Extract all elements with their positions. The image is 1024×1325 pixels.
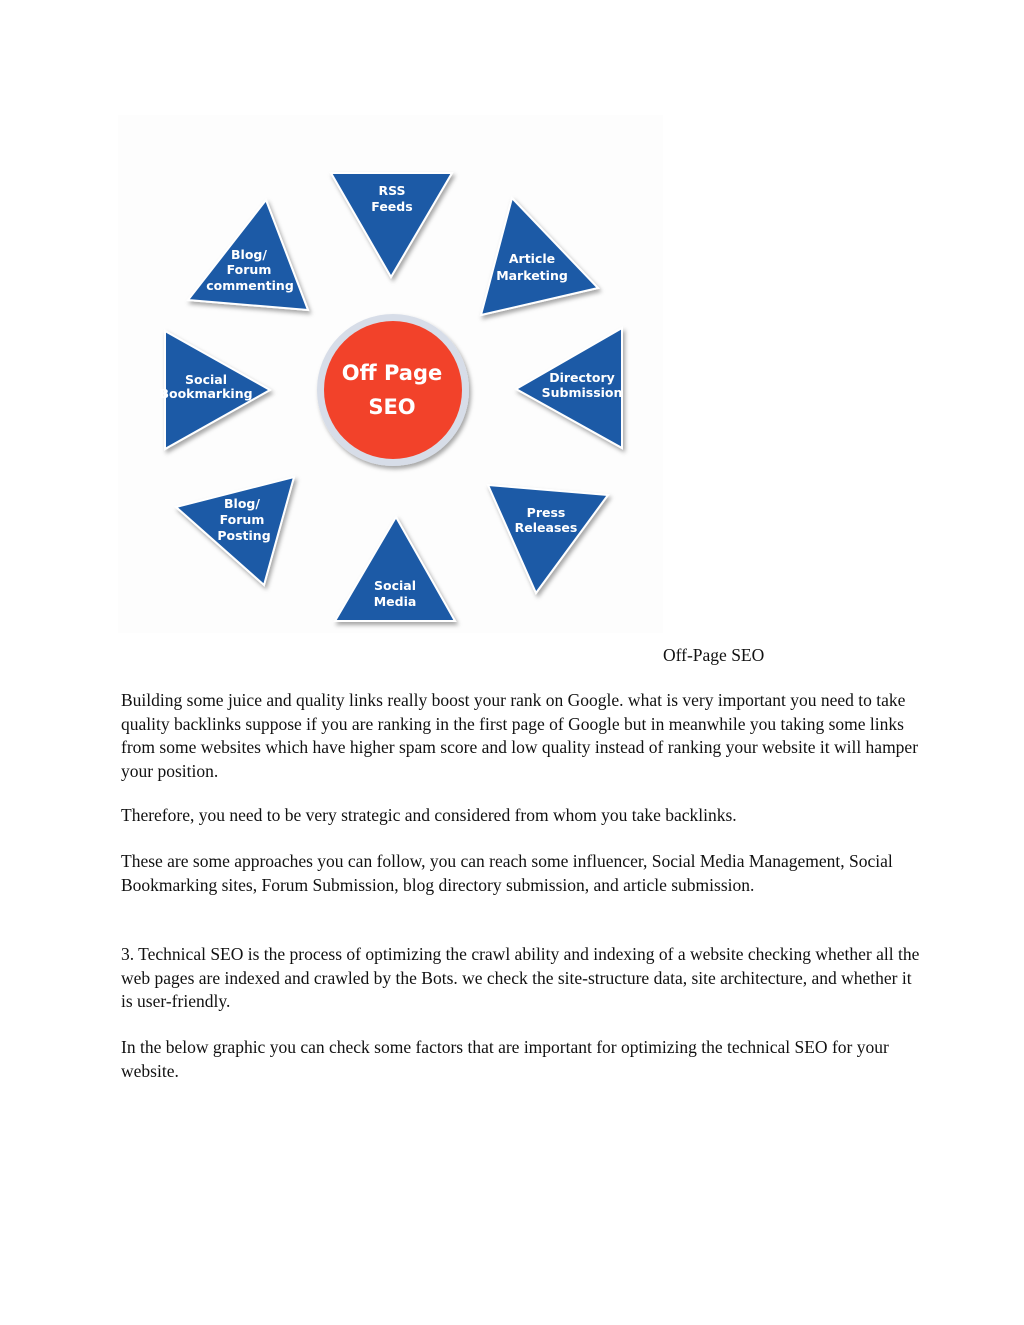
off-page-seo-diagram: [118, 115, 663, 633]
label-press-line2: Releases: [514, 520, 578, 535]
center-label-line2: SEO: [368, 395, 416, 419]
label-commenting-line3: commenting: [206, 278, 294, 293]
label-posting-line2: Forum: [219, 512, 265, 527]
paragraph-approaches: These are some approaches you can follow, you can reach some influencer, Social Media Management, Social Bookmarking sites, Forum Submission, blog directory submission, and article submission.: [121, 851, 893, 895]
label-rss-line2: Feeds: [371, 199, 413, 214]
label-posting-line1: Blog/: [224, 496, 260, 511]
label-directory-line1: Directory: [549, 370, 615, 385]
label-social-media-line2: Media: [373, 594, 417, 609]
label-bookmarking-line1: Social: [184, 372, 228, 387]
label-rss-line1: RSS: [378, 183, 406, 198]
diagram-svg: [118, 115, 663, 633]
paragraph-below-graphic: In the below graphic you can check some factors that are important for optimizing the technical SEO for your website.: [121, 1037, 889, 1081]
label-posting-line3: Posting: [217, 528, 271, 543]
center-circle: [317, 314, 469, 466]
label-article-line2: Marketing: [496, 268, 568, 283]
figure-caption: Off-Page SEO: [663, 645, 765, 665]
label-directory-line2: Submission: [541, 385, 623, 400]
label-commenting-line2: Forum: [226, 262, 272, 277]
paragraph-backlinks-quality: Building some juice and quality links really boost your rank on Google. what is very important you need to take quality backlinks suppose if you are ranking in the first page of Google but in meanwhile you taking some links from some websites which have higher spam score and low quality instead of ranking your website it will hamper your position.: [121, 690, 919, 781]
center-label-line1: Off Page: [341, 361, 443, 385]
label-article-line1: Article: [508, 251, 556, 266]
label-press-line1: Press: [526, 505, 566, 520]
label-commenting-line1: Blog/: [231, 247, 267, 262]
label-social-media-line1: Social: [373, 578, 417, 593]
paragraph-technical-seo: 3. Technical SEO is the process of optimizing the crawl ability and indexing of a website checking whether all the web pages are indexed and crawled by the Bots. we check the site-structure data, site architecture, and whether it is user-friendly.: [121, 944, 920, 1012]
center-fill: [324, 321, 462, 459]
label-bookmarking-line2: Bookmarking: [159, 386, 253, 401]
paragraph-strategic: Therefore, you need to be very strategic and considered from whom you take backlinks.: [121, 805, 737, 825]
